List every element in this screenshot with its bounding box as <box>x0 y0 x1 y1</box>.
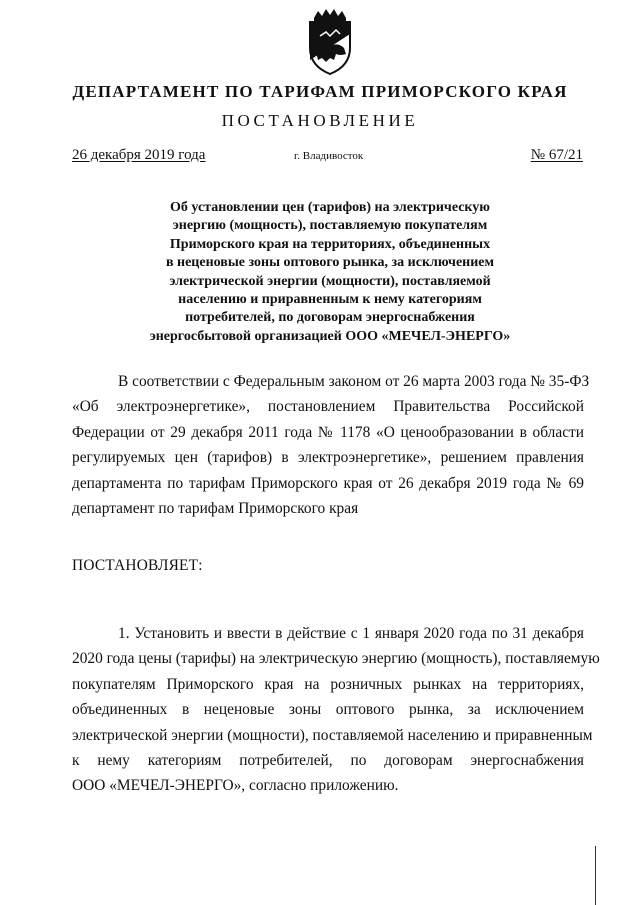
clause-line: объединенных в неценовые зоны оптового рынка, за исключением <box>72 701 584 719</box>
title-line: энергию (мощность), поставляемую покупателям <box>172 218 488 234</box>
decree-word: ПОСТАНОВЛЯЕТ: <box>72 557 203 574</box>
scan-edge-mark <box>595 846 596 905</box>
document-date: 26 декабря 2019 года <box>72 147 206 163</box>
preamble-line: Федерации от 29 декабря 2011 года № 1178 «О ценообразовании в области <box>72 423 584 441</box>
preamble-line: департамент по тарифам Приморского края <box>72 499 359 517</box>
preamble-line: В соответствии с Федеральным законом от 26 марта 2003 года № 35-ФЗ <box>118 373 590 390</box>
title-line: энергосбытовой организацией ООО «МЕЧЕЛ-ЭНЕРГО» <box>149 328 511 344</box>
coat-of-arms-icon <box>300 8 360 76</box>
title-line: потребителей, по договорам энергоснабжения <box>185 310 475 326</box>
preamble-line: департамента по тарифам Приморского края от 26 декабря 2019 года № 69 <box>72 474 584 492</box>
preamble-line: «Об электроэнергетике», постановлением Правительства Российской <box>72 398 584 416</box>
clause-line: электрической энергии (мощности), поставляемой населению и приравненным <box>72 726 593 744</box>
document-number: № 67/21 <box>530 147 583 163</box>
title-line: Об установлении цен (тарифов) на электрическую <box>169 200 490 215</box>
title-line: в неценовые зоны оптового рынка, за исключением <box>165 255 495 271</box>
preamble-paragraph <box>72 369 590 521</box>
document-title <box>110 199 550 346</box>
clause-line: ООО «МЕЧЕЛ-ЭНЕРГО», согласно приложению. <box>72 777 399 795</box>
title-line: Приморского края на территориях, объединенных <box>169 236 491 252</box>
title-line: населению и приравненным к нему категориям <box>178 292 482 308</box>
preamble-line: регулируемых цен (тарифов) в электроэнергетике», решением правления <box>72 449 584 467</box>
document-city: г. Владивосток <box>294 150 364 162</box>
clause-1-paragraph <box>72 621 600 799</box>
title-line: электрической энергии (мощности), поставляемой <box>169 273 491 289</box>
clause-line: 2020 года цены (тарифы) на электрическую энергию (мощность), поставляемую <box>72 650 600 668</box>
clause-line: 1. Установить и ввести в действие с 1 января 2020 года по 31 декабря <box>118 625 584 642</box>
clause-line: к нему категориям потребителей, по договорам энергоснабжения <box>72 751 584 769</box>
department-name: ДЕПАРТАМЕНТ ПО ТАРИФАМ ПРИМОРСКОГО КРАЯ <box>72 82 568 101</box>
document-type: ПОСТАНОВЛЕНИЕ <box>221 111 419 130</box>
clause-line: покупателям Приморского края на розничных рынках на территориях, <box>72 675 584 693</box>
